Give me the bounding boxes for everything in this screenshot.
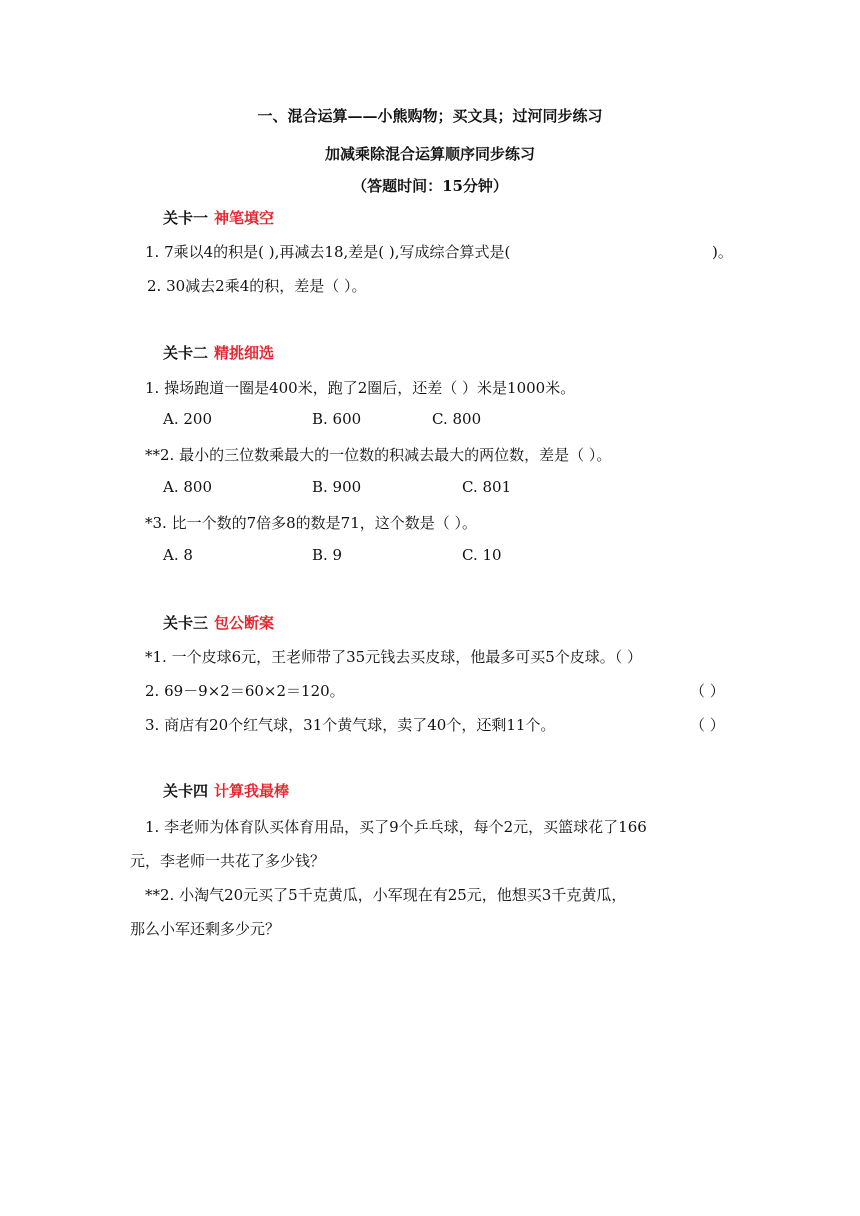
section-2-heading bbox=[163, 342, 274, 363]
s3-question-3: 3. 商店有20个红气球，31个黄气球，卖了40个，还剩11个。 bbox=[145, 716, 556, 734]
s2-q3-option-a: A. 8 bbox=[163, 546, 193, 564]
page-subtitle: 加减乘除混合运算顺序同步练习 bbox=[324, 145, 535, 163]
section-3-name: 包公断案 bbox=[214, 614, 275, 632]
s2-q1-option-b: B. 600 bbox=[312, 410, 362, 428]
section-1-name: 神笔填空 bbox=[214, 209, 275, 227]
section-2-name: 精挑细选 bbox=[214, 344, 275, 362]
s4-question-1-line-2: 元，李老师一共花了多少钱？ bbox=[130, 852, 326, 870]
s2-q1-option-c: C. 800 bbox=[432, 410, 482, 428]
section-3-label: 关卡三 bbox=[163, 614, 209, 632]
s2-q2-option-b: B. 900 bbox=[312, 478, 362, 496]
s2-q1-option-a: A. 200 bbox=[163, 410, 212, 428]
section-4-label: 关卡四 bbox=[163, 782, 209, 800]
s2-question-2: **2. 最小的三位数乘最大的一位数的积减去最大的两位数，差是（ ）。 bbox=[145, 446, 612, 464]
s1-question-2: 2. 30减去2乘4的积，差是（ ）。 bbox=[147, 277, 367, 295]
s1-question-1-end: )。 bbox=[712, 243, 733, 261]
s4-question-2-line-2: 那么小军还剩多少元？ bbox=[130, 920, 281, 938]
s4-question-2-line-1: **2. 小淘气20元买了5千克黄瓜，小军现在有25元，他想买3千克黄瓜， bbox=[145, 886, 627, 904]
section-4-heading bbox=[163, 780, 289, 801]
page-title: 一、混合运算——小熊购物；买文具；过河同步练习 bbox=[257, 107, 603, 125]
s3-question-2: 2. 69－9×2＝60×2＝120。 bbox=[145, 682, 345, 700]
s2-q2-option-c: C. 801 bbox=[462, 478, 512, 496]
s2-question-3: *3. 比一个数的7倍多8的数是71，这个数是（ ）。 bbox=[145, 514, 478, 532]
section-3-heading bbox=[163, 612, 274, 633]
section-2-label: 关卡二 bbox=[163, 344, 209, 362]
s3-question-3-paren: （ ） bbox=[690, 716, 725, 734]
time-limit: （答题时间：15分钟） bbox=[352, 177, 508, 195]
s3-question-1: *1. 一个皮球6元，王老师带了35元钱去买皮球，他最多可买5个皮球。（ ） bbox=[145, 648, 643, 666]
s2-q3-option-c: C. 10 bbox=[462, 546, 502, 564]
s2-question-1: 1. 操场跑道一圈是400米，跑了2圈后，还差（ ）米是1000米。 bbox=[145, 379, 576, 397]
s1-question-1: 1. 7乘以4的积是( ),再减去18,差是( ),写成综合算式是( bbox=[145, 243, 511, 261]
section-1-heading bbox=[163, 207, 274, 228]
section-1-label: 关卡一 bbox=[163, 209, 209, 227]
s2-q3-option-b: B. 9 bbox=[312, 546, 343, 564]
s2-q2-option-a: A. 800 bbox=[163, 478, 212, 496]
s3-question-2-paren: （ ） bbox=[690, 682, 725, 700]
s4-question-1-line-1: 1. 李老师为体育队买体育用品，买了9个乒乓球，每个2元，买篮球花了166 bbox=[145, 818, 647, 836]
section-4-name: 计算我最棒 bbox=[214, 782, 290, 800]
